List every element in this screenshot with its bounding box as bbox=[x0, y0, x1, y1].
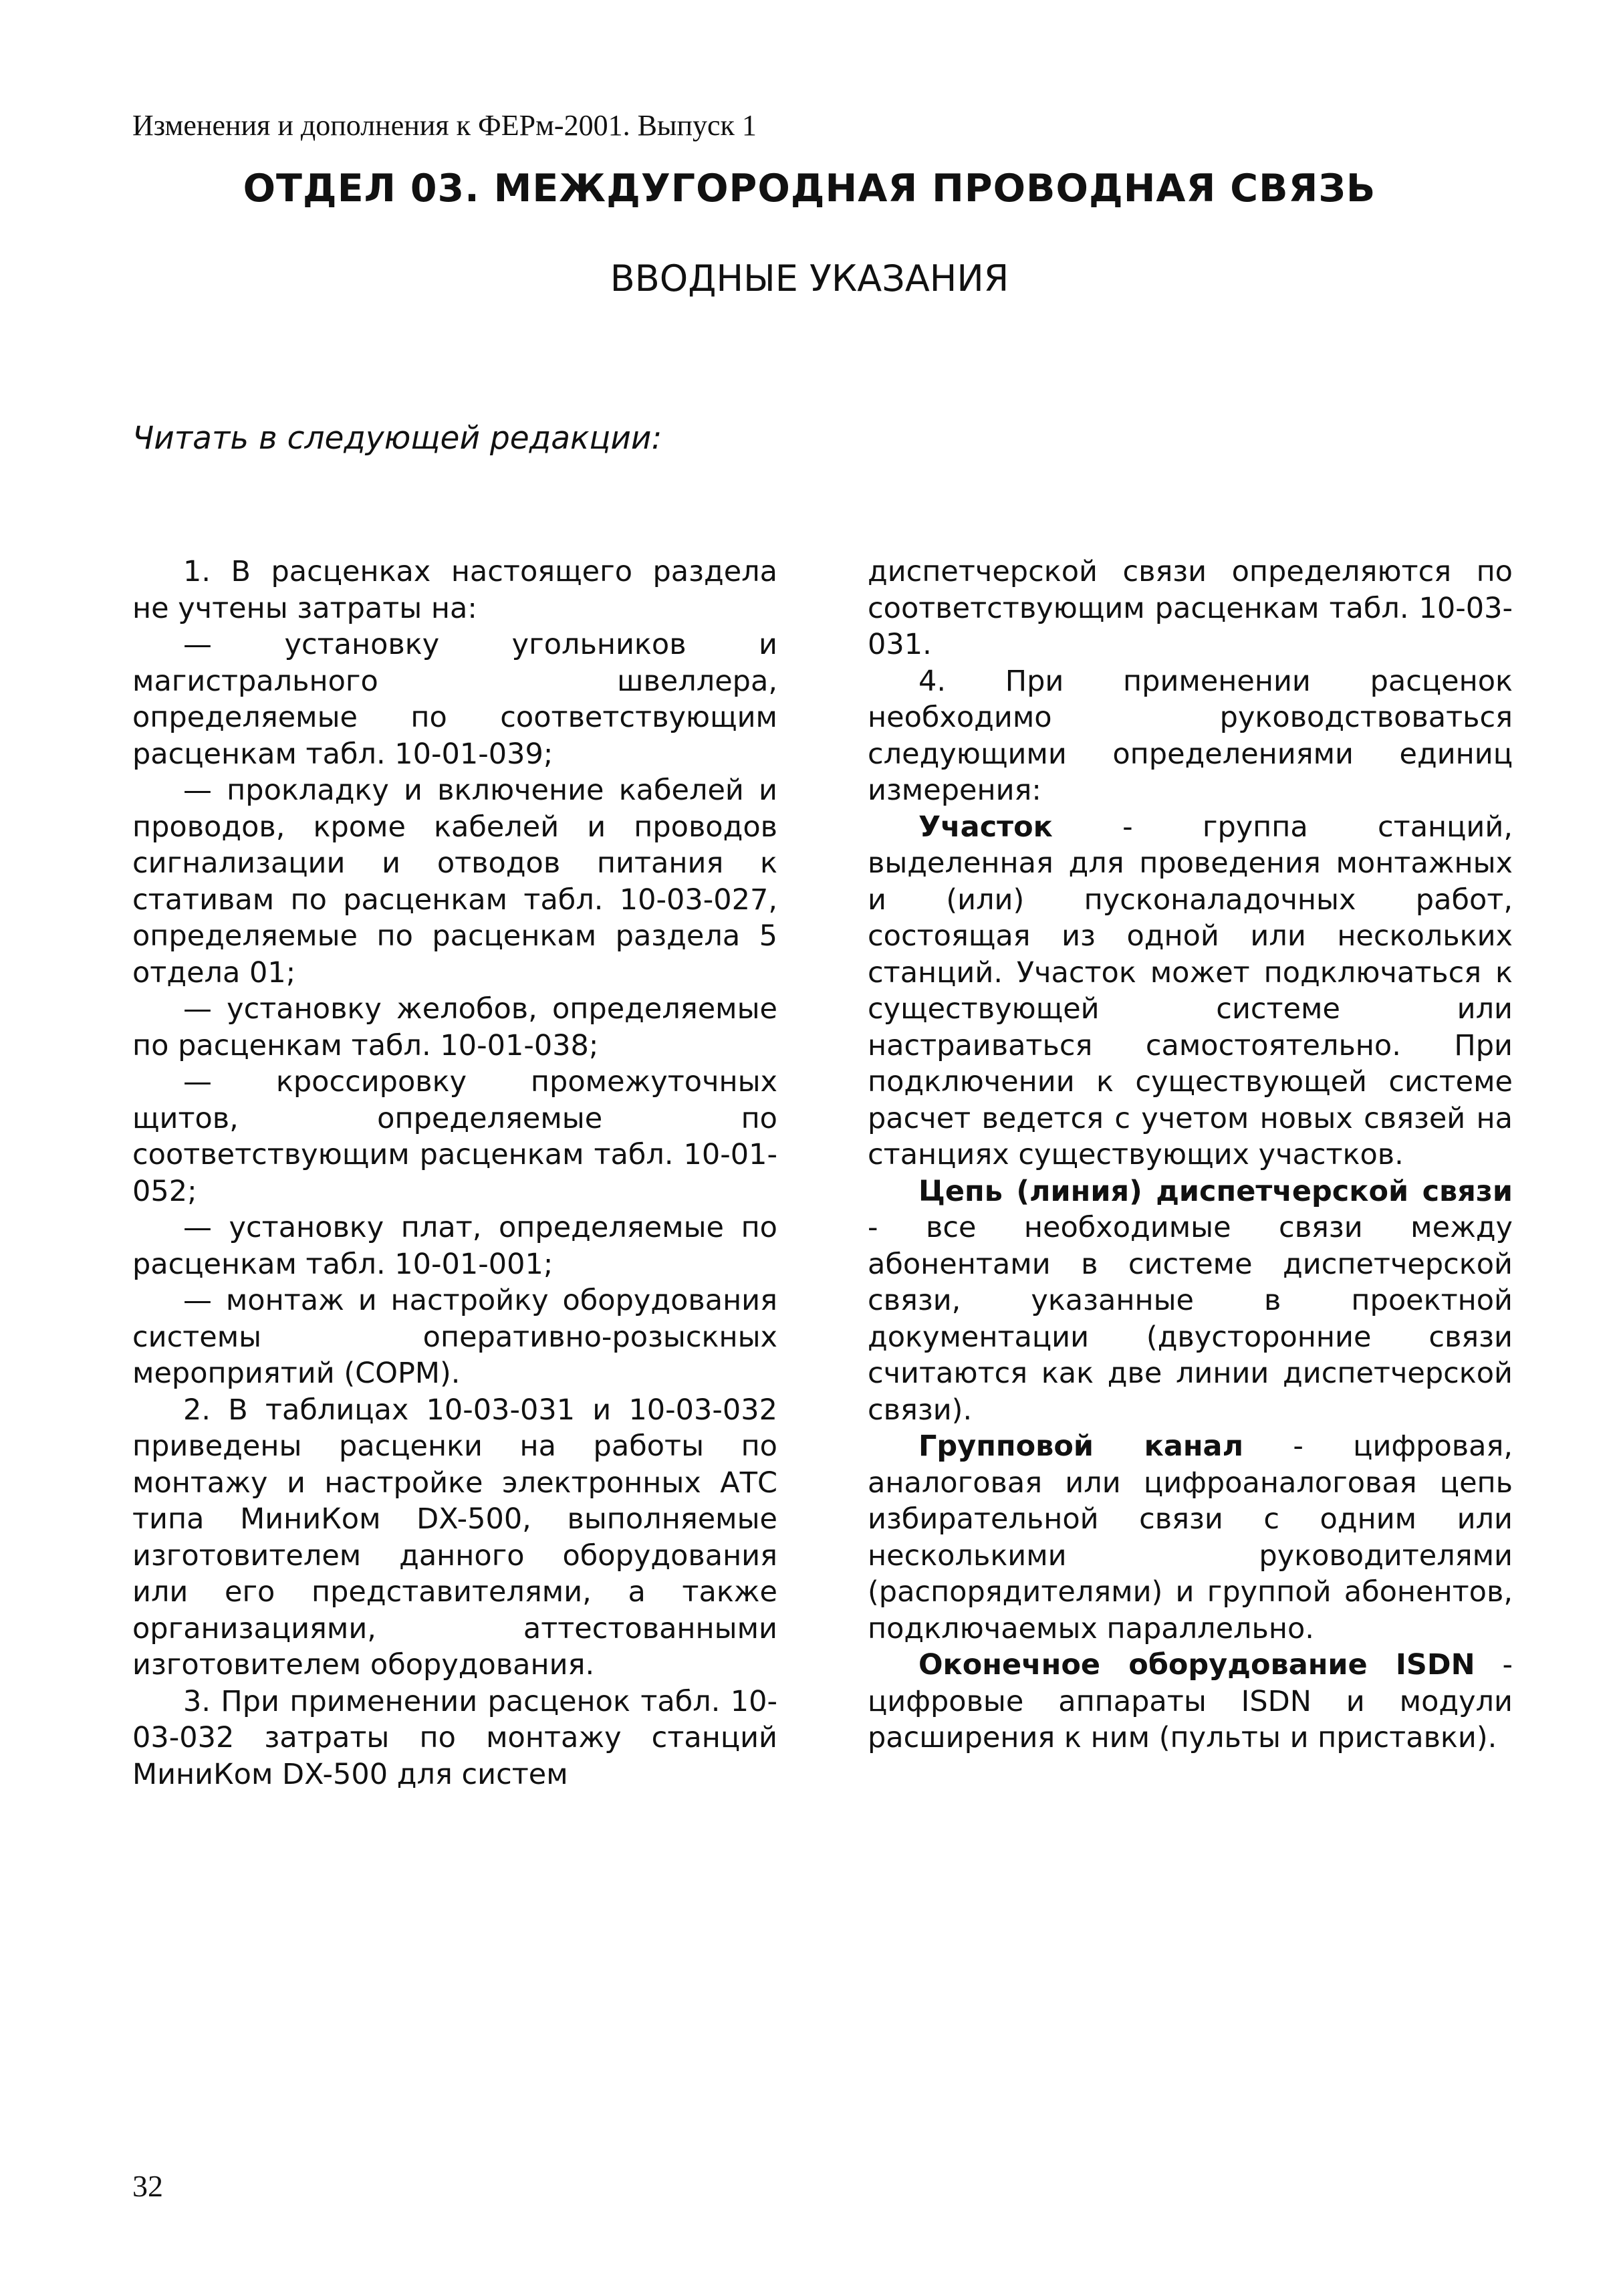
paragraph-4: 4. При применении расценок необходимо руководствоваться следующими определениями единиц измерения: bbox=[868, 664, 1513, 807]
read-note: Читать в следующей редакции: bbox=[132, 420, 662, 457]
definition-text: - группа станций, выделенная для проведения монтажных и (или) пусконаладочных работ, состоящая из одной или нескольких станций. Участок может подключаться к существующей системе или настраиваться самостоятельно. При подключении к существующей системе расчет ведется с учетом новых связей на станциях существующих участков. bbox=[868, 810, 1513, 1171]
page-number: 32 bbox=[132, 2169, 163, 2203]
paragraph-1-intro: 1. В расценках настоящего раздела не учтены затраты на: bbox=[132, 555, 777, 625]
definition-text: - цифровая, аналоговая или цифроаналоговая цепь избирательной связи с одним или несколькими руководителями (распорядителями) и группой абонентов, подключаемых параллельно. bbox=[868, 1429, 1513, 1645]
definition-term: Участок bbox=[918, 810, 1053, 844]
definition-isdn-equipment bbox=[868, 1647, 1513, 1756]
list-item-crossing: — кроссировку промежуточных щитов, определяемые по соответствующим расценкам табл. 10-01-052; bbox=[132, 1065, 777, 1208]
left-column bbox=[132, 554, 777, 1793]
definition-term: Оконечное оборудование ISDN bbox=[918, 1648, 1475, 1682]
section-title: ОТДЕЛ 03. МЕЖДУГОРОДНАЯ ПРОВОДНАЯ СВЯЗЬ bbox=[243, 166, 1376, 211]
running-header: Изменения и дополнения к ФЕРм-2001. Выпуск 1 bbox=[132, 109, 757, 142]
definition-text: - цифровые аппараты ISDN и модули расширения к ним (пульты и приставки). bbox=[868, 1648, 1513, 1754]
list-item-sorm: — монтаж и настройку оборудования системы оперативно-розыскных мероприятий (СОРМ). bbox=[132, 1284, 777, 1390]
list-item-troughs: — установку желобов, определяемые по расценкам табл. 10-01-038; bbox=[132, 992, 777, 1062]
paragraph-2: 2. В таблицах 10-03-031 и 10-03-032 приведены расценки на работы по монтажу и настройке электронных АТС типа МиниКом DX-500, выполняемые изготовителем данного оборудования или его представителями, а также организациями, аттестованными изготовителем оборудования. bbox=[132, 1393, 777, 1682]
right-column bbox=[868, 554, 1513, 1756]
definition-term: Групповой канал bbox=[918, 1429, 1244, 1463]
definition-group-channel bbox=[868, 1428, 1513, 1647]
definition-text: - все необходимые связи между абонентами в системе диспетчерской связи, указанные в проектной документации (двусторонние связи считаются как две линии диспетчерской связи). bbox=[868, 1211, 1513, 1427]
paragraph-3: 3. При применении расценок табл. 10-03-032 затраты по монтажу станций МиниКом DX-500 для систем bbox=[132, 1684, 777, 1791]
list-item-boards: — установку плат, определяемые по расценкам табл. 10-01-001; bbox=[132, 1211, 777, 1281]
list-item-cables: — прокладку и включение кабелей и проводов, кроме кабелей и проводов сигнализации и отводов питания к стативам по расценкам табл. 10-03-027, определяемые по расценкам раздела 5 отдела 01; bbox=[132, 774, 777, 990]
definition-section bbox=[868, 809, 1513, 1173]
definition-term: Цепь (линия) диспетчерской связи bbox=[918, 1174, 1513, 1208]
section-subtitle: ВВОДНЫЕ УКАЗАНИЯ bbox=[610, 257, 1009, 300]
definition-dispatch-line bbox=[868, 1173, 1513, 1429]
list-item-angles: — установку угольников и магистрального швеллера, определяемые по соответствующим расценкам табл. 10-01-039; bbox=[132, 628, 777, 771]
paragraph-3-continued: диспетчерской связи определяются по соответствующим расценкам табл. 10-03-031. bbox=[868, 555, 1513, 661]
